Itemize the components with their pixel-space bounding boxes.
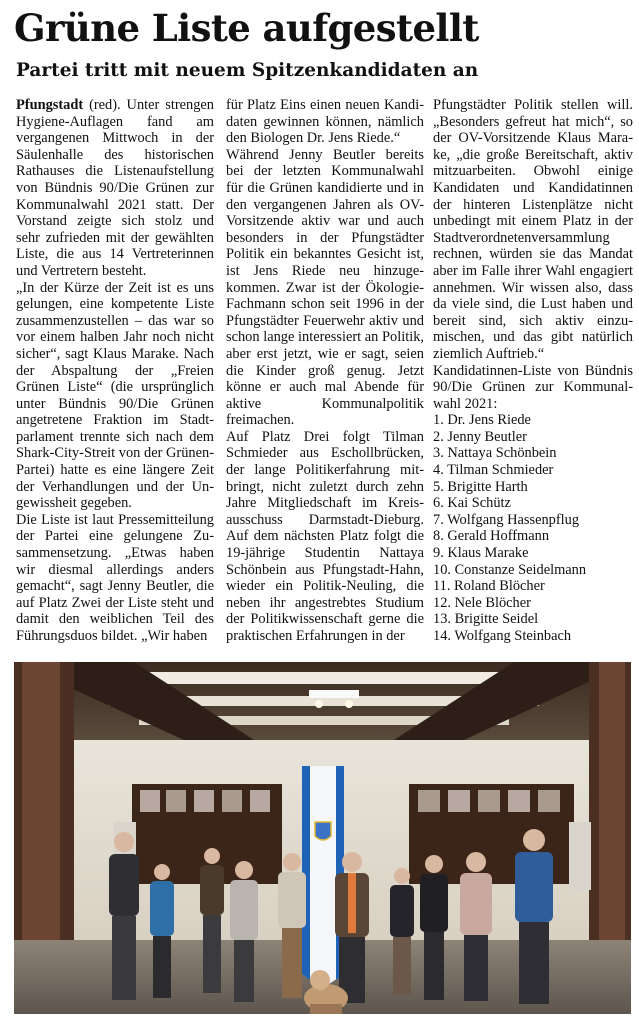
window-shutter <box>569 822 591 890</box>
list-item: 3. Nattaya Schönbein <box>433 445 557 462</box>
list-item: 12. Nele Blöcher <box>433 594 531 611</box>
window-pane <box>250 790 270 812</box>
person <box>335 852 369 1003</box>
list-intro: Kandidatinnen-Liste von Bündnis 90/Die Grünen zur Kommunalwahl 2021: <box>433 362 633 412</box>
headline: Grüne Liste aufgestellt <box>14 6 479 50</box>
window-pane <box>222 790 242 812</box>
person <box>390 868 414 995</box>
candidate-list <box>433 412 633 644</box>
person <box>200 848 224 993</box>
ceiling-lamp <box>345 700 353 708</box>
list-item: 8. Gerald Hoffmann <box>433 528 550 545</box>
list-item: 4. Tilman Schmieder <box>433 462 554 479</box>
article-column-1 <box>16 97 214 645</box>
paragraph: für Platz Eins einen neuen Kandidaten gewinnen können, nämlich den Biologen Dr. Jens Riede.“ <box>226 97 424 147</box>
person <box>460 852 492 1001</box>
paragraph-text: (red). Unter strengen Hygiene-Auflagen fand am vergangenen Mittwoch in der Säulenhalle des historischen Rathauses die Listenaufstellung von Bündnis 90/Die Grünen zur Kommunalwahl 2021 statt. Der Vorstand zeigte sich stolz und sehr zufrieden mit der gewählten Liste, die aus 14 Vertreterinnen und Vertretern besteht. <box>16 97 214 279</box>
dateline: Pfungstadt <box>16 97 84 113</box>
window-pane <box>508 790 530 812</box>
paragraph: Die Liste ist laut Pressemitteilung der Partei eine gelungene Zusammensetzung. „Etwas haben wir diesmal allerdings anders gemacht“, sagt Jenny Beutler, die auf Platz Zwei der Liste steht und damit den weiblichen Teil des Führungsduos bildet. „Wir haben <box>16 511 214 644</box>
list-item: 2. Jenny Beutler <box>433 428 527 445</box>
subheadline: Partei tritt mit neuem Spitzenkandidaten an <box>16 60 479 81</box>
window-pane <box>448 790 470 812</box>
window-pane <box>140 790 160 812</box>
list-item: 13. Brigitte Seidel <box>433 611 539 628</box>
ceiling-lamp <box>309 690 359 698</box>
paragraph: Pfungstädter Politik stellen will. „Besonders gefreut hat mich“, so der OV-Vorsitzende Klaus Marake, „die große Bereitschaft, aktiv mitzuarbeiten. Obwohl einige Kandidaten und Kandidatinnen der hinteren Listenplätze nicht unbedingt mit einem Platz in der Stadtverordnetenversammlung rechnen, würden sie das Mandat aber im Falle ihrer Wahl engagiert annehmen. Wir wissen also, dass da viele sind, die Lust haben und bereit sind, sich aktiv einzumischen, und das gibt natürlich ziemlich Auftrieb.“ <box>433 97 633 362</box>
list-item: 6. Kai Schütz <box>433 495 511 512</box>
person <box>150 864 174 998</box>
person <box>420 855 448 1000</box>
list-item: 9. Klaus Marake <box>433 545 529 562</box>
person <box>515 829 553 1004</box>
person <box>109 832 139 1000</box>
flag-emblem <box>315 822 331 840</box>
ceiling-lamp <box>315 700 323 708</box>
list-item: 10. Constanze Seidelmann <box>433 561 587 578</box>
paragraph: Während Jenny Beutler bereits bei der letzten Kommunalwahl für die Grünen kandidierte und in den vergangenen Jahren als OV-Vorsitzende aktiv war und auch besonders in der Pfungstädter Politik ein bekanntes Gesicht ist, ist Jens Riede neu hinzugekommen. Zwar ist der Ökologie-Fachmann schon seit 1996 in der Pfungstädter Feuerwehr aktiv und schon lange interessiert an Politik, aber erst jetzt, wie er sagt, seien die Kinder groß genug. Jetzt könne er auch mal Abende für aktive Kommunalpolitik freimachen. <box>226 146 424 429</box>
paragraph: Auf Platz Drei folgt Tilman Schmieder aus Eschollbrücken, der lange Politikerfahrung mitbringt, nicht zuletzt durch zehn Jahre Mitgliedschaft im Kreisausschuss Darmstadt-Dieburg. Auf dem nächsten Platz folgt die 19-jährige Studentin Nattaya Schönbein aus Pfungstadt-Hahn, wieder ein Politik-Neuling, die neben ihr angestrebtes Studium der Politikwissenschaft gerne die praktischen Erfahrungen in der <box>226 428 424 644</box>
paragraph: „In der Kürze der Zeit ist es uns gelungen, eine kompetente Liste zusammenzustellen – das war so vor einem halben Jahr noch nicht sicher“, sagt Klaus Marake. Nach der Abspaltung der „Freien Grünen Liste“ (die ursprünglich unter Bündnis 90/Die Grünen angetretene Fraktion im Stadtparlament trennte sich nach dem Shark-City-Streit von der Grünen-Partei) hatte es eine längere Zeit der Verhandlungen und der Ungewissheit gegeben. <box>16 279 214 512</box>
window-pane <box>538 790 560 812</box>
person <box>278 853 306 998</box>
window-pane <box>478 790 500 812</box>
list-item: 14. Wolfgang Steinbach <box>433 628 572 644</box>
group-photo <box>14 662 631 1014</box>
article-column-3 <box>433 97 633 645</box>
window-pane <box>166 790 186 812</box>
person <box>230 861 258 1002</box>
paragraph <box>16 97 214 280</box>
window-pane <box>418 790 440 812</box>
article-column-2 <box>226 97 424 645</box>
list-item: 1. Dr. Jens Riede <box>433 412 531 429</box>
window-pane <box>194 790 214 812</box>
list-item: 11. Roland Blöcher <box>433 578 545 595</box>
list-item: 7. Wolfgang Hassenpflug <box>433 511 580 528</box>
list-item: 5. Brigitte Harth <box>433 478 528 495</box>
